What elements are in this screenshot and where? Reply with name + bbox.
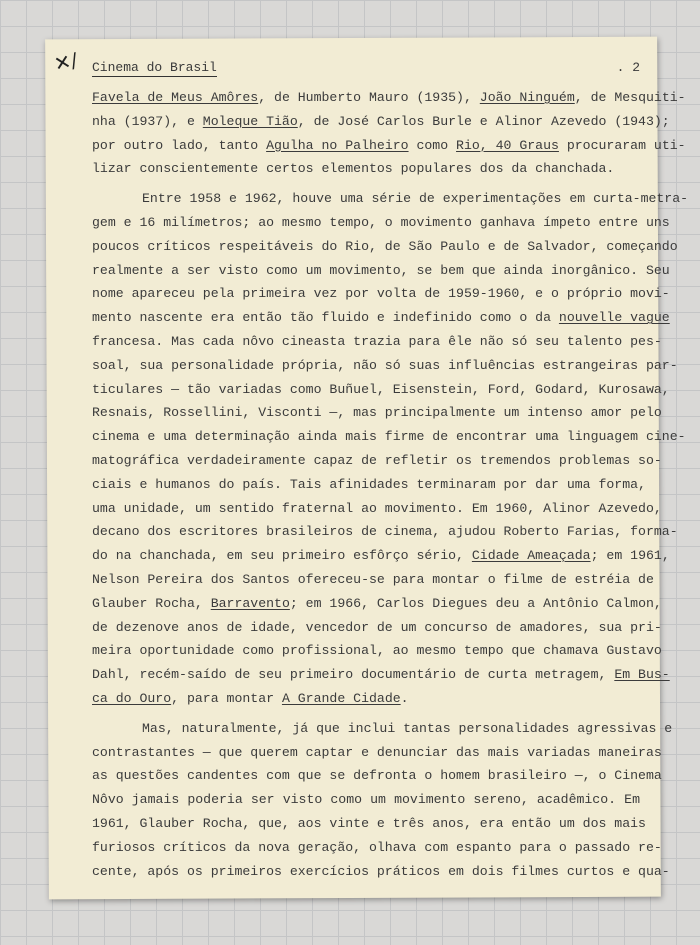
text-run: , de Humberto Mauro (1935), (258, 90, 480, 105)
document-body (92, 86, 689, 883)
underlined-title: João Ninguém (479, 90, 575, 105)
text-line (92, 497, 662, 521)
text-run: nome apareceu pela primeira vez por volta de 1959-1960, e o próprio movi- (92, 286, 670, 302)
text-run: cinema e uma determinação ainda mais firme de encontrar uma linguagem cine- (92, 429, 686, 445)
underlined-title: Moleque Tião (202, 113, 298, 129)
text-line (92, 741, 662, 765)
text-line (92, 812, 646, 836)
text-line (92, 473, 646, 497)
page-header (92, 60, 640, 82)
text-line (92, 639, 662, 663)
text-run: Nelson Pereira dos Santos ofereceu-se para montar o filme de estréia de (92, 571, 654, 587)
text-run: , para montar (171, 690, 282, 706)
text-run: 1961, Glauber Rocha, que, aos vinte e três anos, era então um dos mais (92, 815, 646, 831)
text-run: uma unidade, um sentido fraternal ao movimento. Em 1960, Alinor Azevedo, (92, 500, 662, 516)
text-line (92, 187, 689, 211)
text-line (92, 259, 670, 283)
text-line (92, 282, 670, 306)
text-line (92, 86, 686, 110)
underlined-title: Agulha no Palheiro (266, 137, 409, 153)
text-run: contrastantes — que querem captar e denunciar das mais variadas maneiras (92, 744, 662, 760)
text-run: , de Mesquiti- (574, 90, 686, 105)
text-line (92, 378, 670, 402)
text-line (92, 354, 678, 378)
text-run: matográfica verdadeiramente capaz de refletir os tremendos problemas so- (92, 452, 662, 468)
text-run: procuraram uti- (558, 137, 686, 153)
handwritten-mark: ✕/ (51, 47, 80, 77)
text-line (92, 717, 673, 741)
underlined-title: nouvelle vague (558, 310, 670, 326)
text-run: nha (1937), e (92, 113, 203, 129)
text-run: meira oportunidade como profissional, ao mesmo tempo que chamava Gustavo (92, 643, 662, 659)
text-line (92, 211, 670, 235)
text-line (92, 157, 640, 181)
text-line (92, 449, 662, 473)
header-title: Cinema do Brasil (92, 60, 217, 75)
text-line (92, 306, 670, 330)
text-run: mento nascente era então tão fluido e indefinido como o da (92, 310, 559, 326)
text-run: como (408, 137, 457, 153)
text-run: Dahl, recém-saído de seu primeiro documentário de curta metragem, (92, 667, 615, 683)
text-run: ; em 1966, Carlos Diegues deu a Antônio Calmon, (289, 595, 662, 611)
underlined-title: Cidade Ameaçada (471, 548, 591, 564)
text-line (92, 235, 678, 259)
text-run: de dezenove anos de idade, vencedor de um concurso de amadores, sua pri- (92, 619, 662, 635)
text-line (92, 568, 654, 592)
paragraph (92, 717, 673, 884)
text-line (92, 110, 670, 134)
underlined-title: Favela de Meus Amôres (92, 90, 259, 105)
paragraph (92, 187, 689, 711)
text-run: realmente a ser visto como um movimento, se bem que ainda inorgânico. Seu (92, 262, 670, 278)
text-run: ; em 1961, (590, 548, 670, 564)
page-number: . 2 (616, 60, 640, 75)
text-run: francesa. Mas cada nôvo cineasta trazia para êle não só seu talento pes- (92, 333, 662, 349)
underlined-title: Em Bus- (614, 667, 670, 683)
text-line (92, 520, 678, 544)
text-run: decano dos escritores brasileiros de cinema, ajudou Roberto Farias, forma- (92, 524, 678, 540)
text-line (92, 687, 640, 711)
text-run: lizar conscientemente certos elementos populares dos da chanchada. (92, 161, 615, 177)
underlined-title: Rio, 40 Graus (456, 137, 559, 153)
text-line (92, 425, 686, 449)
text-run: Nôvo jamais poderia ser visto como um movimento sereno, acadêmico. Em (92, 792, 640, 808)
text-run: , de José Carlos Burle e Alinor Azevedo (1943); (297, 113, 670, 129)
text-line (92, 663, 670, 687)
text-line (92, 616, 662, 640)
text-run: Entre 1958 e 1962, houve uma série de experimentações em curta-metra- (142, 191, 689, 207)
underlined-title: A Grande Cidade (281, 690, 401, 706)
text-run: ticulares — tão variadas como Buñuel, Eisenstein, Ford, Godard, Kurosawa, (92, 381, 670, 397)
text-run: poucos críticos respeitáveis do Rio, de São Paulo e de Salvador, começando (92, 238, 678, 254)
text-run: do na chanchada, em seu primeiro esfôrço sério, (92, 548, 472, 564)
text-run: Resnais, Rossellini, Visconti —, mas principalmente um intenso amor pelo (92, 405, 662, 421)
text-run: gem e 16 milímetros; ao mesmo tempo, o movimento ganhava ímpeto entre uns (92, 214, 670, 230)
text-run: . (400, 690, 409, 706)
text-run: Glauber Rocha, (92, 595, 211, 611)
text-run: ciais e humanos do país. Tais afinidades terminaram por dar uma forma, (92, 476, 646, 492)
paragraph (92, 86, 686, 181)
text-line (92, 592, 662, 616)
text-run: soal, sua personalidade própria, não só suas influências estrangeiras par- (92, 357, 678, 373)
text-line (92, 401, 662, 425)
text-line (92, 544, 670, 568)
text-run: Mas, naturalmente, já que inclui tantas personalidades agressivas e (142, 720, 673, 736)
text-run: furiosos críticos da nova geração, olhava com espanto para o passado re- (92, 839, 662, 855)
text-line (92, 134, 686, 158)
text-line (92, 764, 662, 788)
underlined-title: ca do Ouro (92, 690, 172, 706)
text-line (92, 836, 662, 860)
text-line (92, 788, 640, 812)
text-run: as questões candentes com que se defronta o homem brasileiro —, o Cinema (92, 768, 662, 784)
underlined-title: Barravento (210, 595, 290, 611)
text-line (92, 330, 662, 354)
text-run: por outro lado, tanto (92, 137, 267, 153)
text-run: cente, após os primeiros exercícios práticos em dois filmes curtos e qua- (92, 863, 670, 879)
text-line (92, 860, 670, 884)
